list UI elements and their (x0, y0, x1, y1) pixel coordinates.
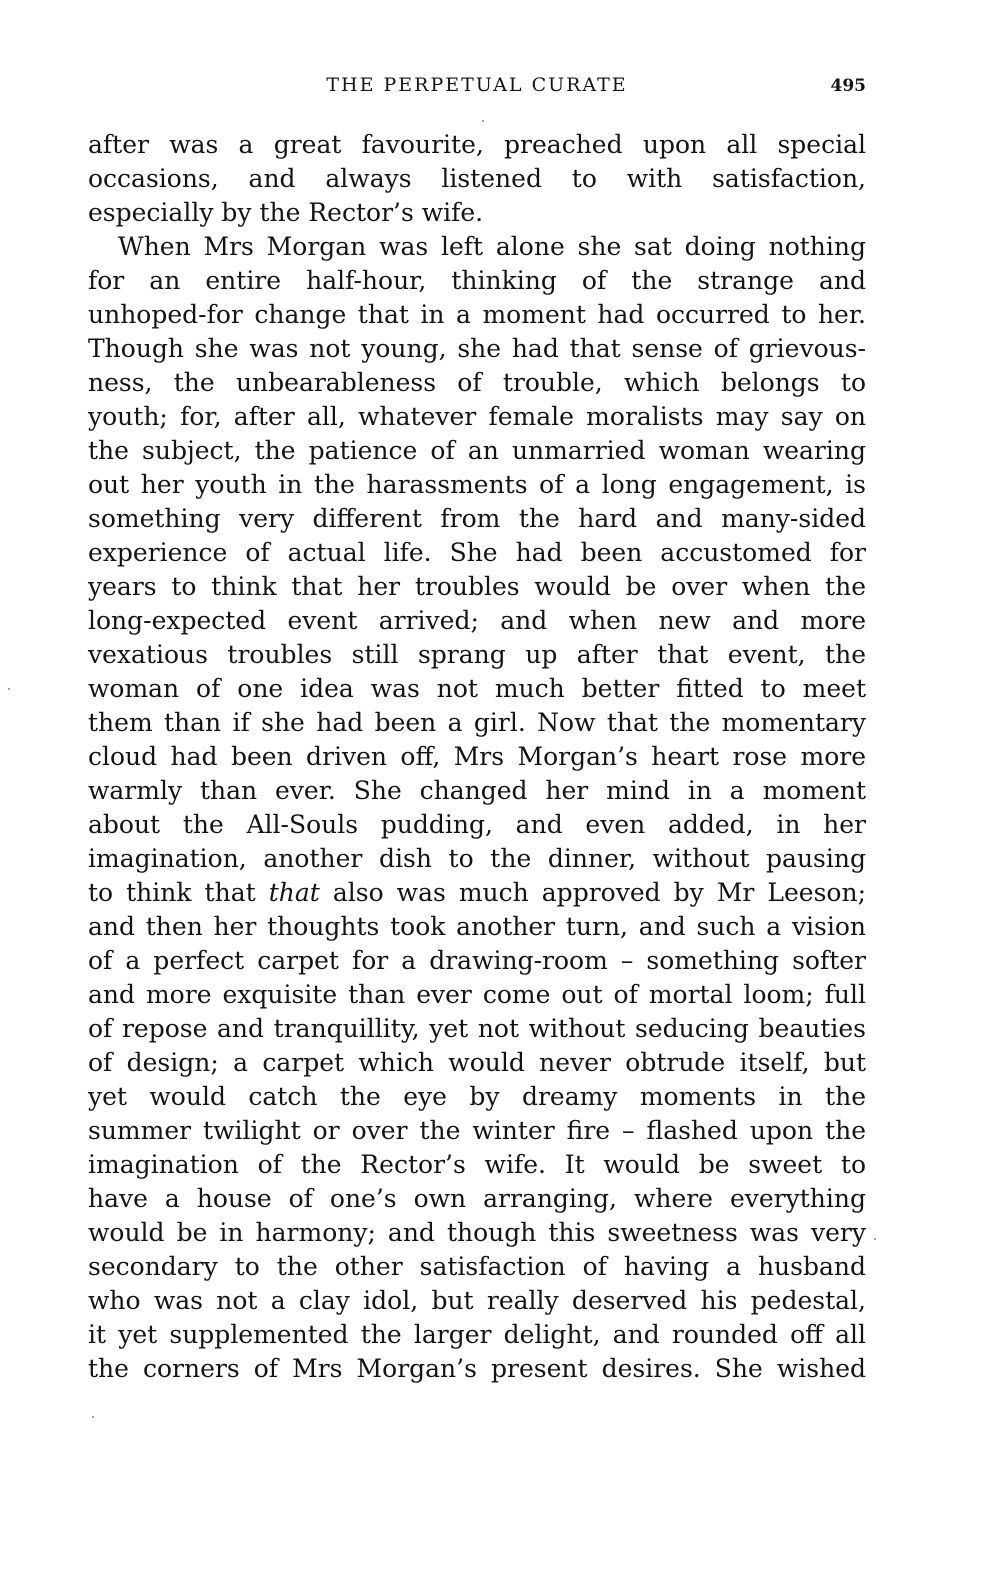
text-line: secondary to the other satisfaction of having a husband (88, 1252, 866, 1281)
text-line: woman of one idea was not much better fitted to meet (88, 674, 866, 703)
text-line: unhoped-for change that in a moment had occurred to her. (88, 300, 866, 329)
body-text (88, 128, 866, 1386)
text-line: the corners of Mrs Morgan’s present desires. She wished (88, 1354, 866, 1383)
page-number: 495 (830, 76, 866, 96)
text-line: When Mrs Morgan was left alone she sat doing nothing (118, 232, 866, 261)
text-line: after was a great favourite, preached upon all special (88, 130, 866, 159)
text-line: experience of actual life. She had been accustomed for (88, 538, 866, 567)
text-line: who was not a clay idol, but really deserved his pedestal, (88, 1286, 866, 1315)
text-line: something very different from the hard and many-sided (88, 504, 866, 533)
text-line: Though she was not young, she had that sense of grievous- (88, 334, 866, 363)
text-line: of a perfect carpet for a drawing-room – something softer (88, 946, 866, 975)
text-line: yet would catch the eye by dreamy moments in the (88, 1082, 866, 1111)
text-line: imagination, another dish to the dinner, without pausing (88, 844, 866, 873)
text-line: them than if she had been a girl. Now that the momentary (88, 708, 866, 737)
text-line: cloud had been driven off, Mrs Morgan’s heart rose more (88, 742, 866, 771)
text-run: also was much approved by Mr Leeson; (319, 878, 866, 907)
text-line: years to think that her troubles would be over when the (88, 572, 866, 601)
text-line: vexatious troubles still sprang up after that event, the (88, 640, 866, 669)
text-line: out her youth in the harassments of a long engagement, is (88, 470, 866, 499)
text-line: warmly than ever. She changed her mind in a moment (88, 776, 866, 805)
text-line-with-italic (88, 876, 866, 910)
text-line: ness, the unbearableness of trouble, which belongs to (88, 368, 866, 397)
text-line: especially by the Rector’s wife. (88, 198, 484, 227)
scan-speck (8, 688, 10, 690)
text-run: to think that (88, 878, 269, 907)
text-line: and then her thoughts took another turn, and such a vision (88, 912, 866, 941)
italic-word: that (268, 878, 320, 907)
text-line: imagination of the Rector’s wife. It would be sweet to (88, 1150, 866, 1179)
text-line: of repose and tranquillity, yet not without seducing beauties (88, 1014, 866, 1043)
text-line: of design; a carpet which would never obtrude itself, but (88, 1048, 866, 1077)
text-line: youth; for, after all, whatever female moralists may say on (88, 402, 866, 431)
text-line: the subject, the patience of an unmarried woman wearing (88, 436, 866, 465)
text-line: for an entire half-hour, thinking of the strange and (88, 266, 866, 295)
text-line: about the All-Souls pudding, and even added, in her (88, 810, 866, 839)
text-line: and more exquisite than ever come out of mortal loom; full (88, 980, 866, 1009)
text-line: would be in harmony; and though this sweetness was very (88, 1218, 866, 1247)
scan-speck (482, 120, 484, 122)
text-line: have a house of one’s own arranging, where everything (88, 1184, 866, 1213)
text-line: summer twilight or over the winter fire – flashed upon the (88, 1116, 866, 1145)
scan-speck (92, 1416, 94, 1418)
running-title: THE PERPETUAL CURATE (326, 74, 628, 96)
running-head (88, 74, 866, 104)
scan-speck (874, 1238, 876, 1240)
text-line: occasions, and always listened to with satisfaction, (88, 164, 866, 193)
text-line: long-expected event arrived; and when new and more (88, 606, 866, 635)
text-line: it yet supplemented the larger delight, and rounded off all (88, 1320, 866, 1349)
